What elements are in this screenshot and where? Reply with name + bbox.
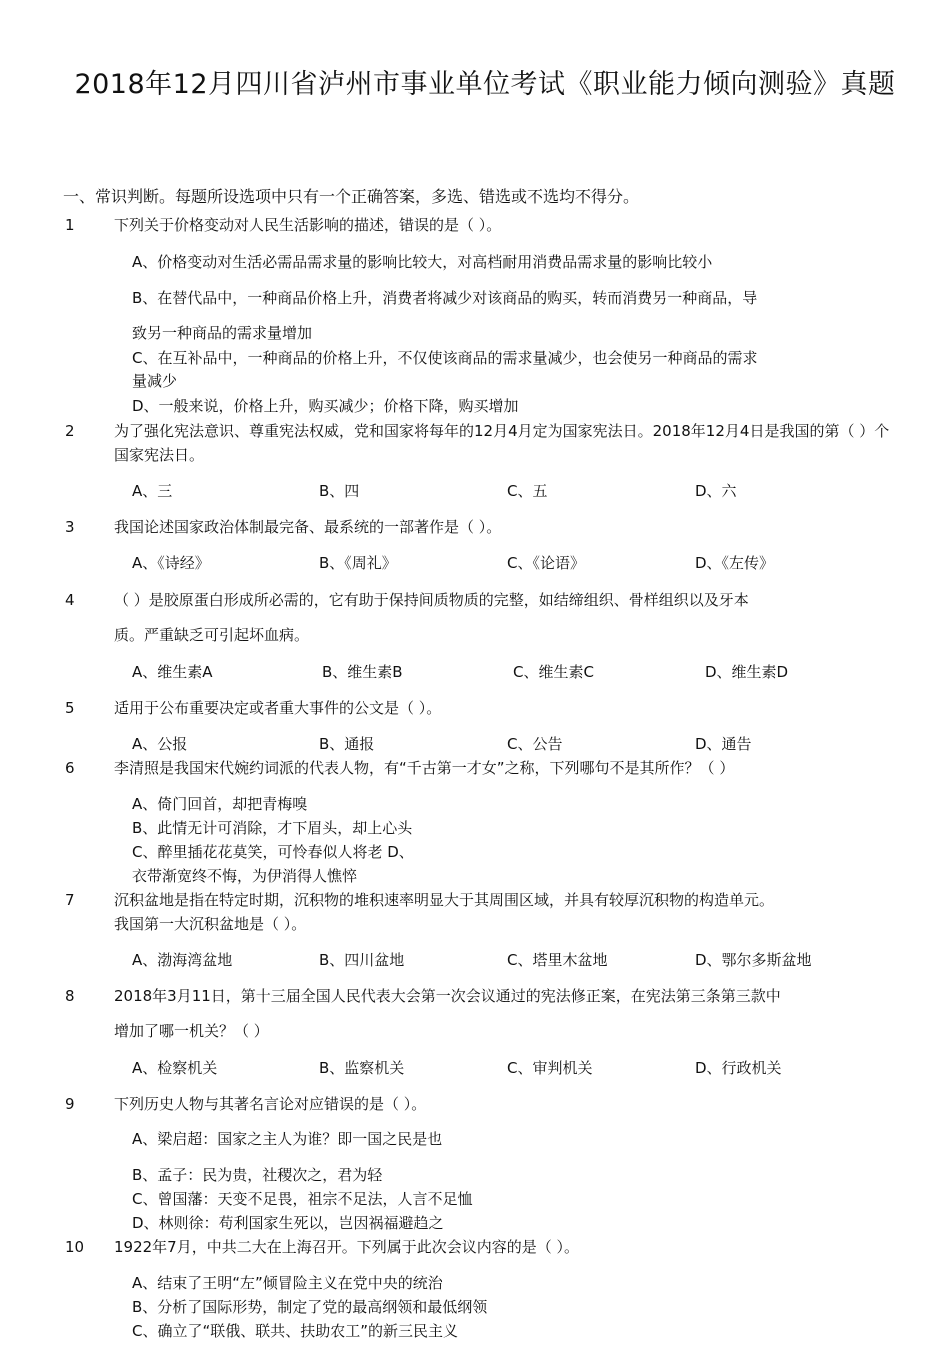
option-a: A、公报 (132, 735, 188, 753)
option-b: B、《周礼》 (319, 554, 397, 572)
question-number: 7 (65, 891, 75, 909)
option-c: C、醉里插花花莫笑，可怜春似人将老 D、 (132, 843, 414, 861)
option-d: D、行政机关 (695, 1059, 782, 1077)
option-a: A、梁启超：国家之主人为谁？即一国之民是也 (132, 1130, 443, 1148)
option-b: B、四川盆地 (319, 951, 405, 969)
question-number: 4 (65, 591, 75, 609)
question-stem: 1922年7月，中共二大在上海召开。下列属于此次会议内容的是（ ）。 (114, 1238, 579, 1256)
option-c: C、《论语》 (507, 554, 585, 572)
option-b: B、监察机关 (319, 1059, 405, 1077)
question-stem-continued: 质。严重缺乏可引起坏血病。 (114, 626, 310, 644)
question-number: 3 (65, 518, 75, 536)
option-a: A、维生素A (132, 663, 213, 681)
question-stem: （ ）是胶原蛋白形成所必需的，它有助于保持间质物质的完整，如结缔组织、骨样组织以及牙本 (114, 591, 749, 609)
option-d: D、通告 (695, 735, 752, 753)
option-c: C、曾国藩：天变不足畏，祖宗不足法，人言不足恤 (132, 1190, 473, 1208)
option-a: A、渤海湾盆地 (132, 951, 233, 969)
option-b: B、此情无计可消除，才下眉头，却上心头 (132, 819, 413, 837)
option-b: B、孟子：民为贵，社稷次之，君为轻 (132, 1166, 383, 1184)
option-c: C、审判机关 (507, 1059, 593, 1077)
option-b: B、通报 (319, 735, 375, 753)
document-title: 2018年12月四川省泸州市事业单位考试《职业能力倾向测验》真题 (74, 69, 896, 100)
option-c: C、五 (507, 482, 548, 500)
question-stem-continued: 增加了哪一机关？（ ） (114, 1022, 269, 1040)
option-c: C、维生素C (513, 663, 594, 681)
option-d: D、六 (695, 482, 737, 500)
option-a: A、检察机关 (132, 1059, 218, 1077)
section-instruction: 一、常识判断。每题所设选项中只有一个正确答案，多选、错选或不选均不得分。 (63, 187, 640, 206)
option-a: A、三 (132, 482, 173, 500)
option-a: A、结束了王明“左”倾冒险主义在党中央的统治 (132, 1274, 443, 1292)
question-number: 1 (65, 216, 75, 234)
question-number: 5 (65, 699, 75, 717)
option-b: B、维生素B (322, 663, 403, 681)
option-d: 衣带渐宽终不悔，为伊消得人憔悴 (132, 867, 358, 885)
question-number: 9 (65, 1095, 75, 1113)
question-stem: 李清照是我国宋代婉约词派的代表人物，有“千古第一才女”之称，下列哪句不是其所作？（ ） (114, 759, 735, 777)
question-stem: 下列关于价格变动对人民生活影响的描述，错误的是（ ）。 (114, 216, 502, 234)
question-number: 6 (65, 759, 75, 777)
question-stem: 沉积盆地是指在特定时期，沉积物的堆积速率明显大于其周围区域，并具有较厚沉积物的构造单元。 (114, 891, 775, 909)
option-d: D、林则徐：苟利国家生死以，岂因祸福避趋之 (132, 1214, 444, 1232)
option-b: B、四 (319, 482, 360, 500)
option-d: D、鄂尔多斯盆地 (695, 951, 812, 969)
question-number: 10 (65, 1238, 85, 1256)
option-b-continued: 致另一种商品的需求量增加 (132, 324, 313, 342)
question-stem-continued: 我国第一大沉积盆地是（ ）。 (114, 915, 307, 933)
option-d: D、《左传》 (695, 554, 775, 572)
question-stem: 我国论述国家政治体制最完备、最系统的一部著作是（ ）。 (114, 518, 502, 536)
option-a: A、《诗经》 (132, 554, 210, 572)
option-a: A、倚门回首，却把青梅嗅 (132, 795, 308, 813)
question-number: 2 (65, 422, 75, 440)
option-b: B、分析了国际形势，制定了党的最高纲领和最低纲领 (132, 1298, 488, 1316)
question-stem: 为了强化宪法意识、尊重宪法权威，党和国家将每年的12月4月定为国家宪法日。2018年12月4日是我国的第（ ）个国家宪法日。 (114, 422, 890, 464)
option-c: C、塔里木盆地 (507, 951, 608, 969)
question-stem: 2018年3月11日，第十三届全国人民代表大会第一次会议通过的宪法修正案，在宪法第三条第三款中 (114, 987, 781, 1005)
option-c: C、确立了“联俄、联共、扶助农工”的新三民主义 (132, 1322, 459, 1340)
question-stem: 下列历史人物与其著名言论对应错误的是（ ）。 (114, 1095, 427, 1113)
option-b: B、在替代品中，一种商品价格上升，消费者将减少对该商品的购买，转而消费另一种商品，导 (132, 289, 758, 307)
question-stem: 适用于公布重要决定或者重大事件的公文是（ ）。 (114, 699, 442, 717)
option-a: A、价格变动对生活必需品需求量的影响比较大，对高档耐用消费品需求量的影响比较小 (132, 253, 713, 271)
option-d: D、维生素D (705, 663, 789, 681)
option-c: C、在互补品中，一种商品的价格上升，不仅使该商品的需求量减少，也会使另一种商品的需求 (132, 349, 758, 367)
option-d: D、一般来说，价格上升，购买减少；价格下降，购买增加 (132, 397, 519, 415)
option-c-continued: 量减少 (132, 372, 178, 390)
question-number: 8 (65, 987, 75, 1005)
option-c: C、公告 (507, 735, 563, 753)
